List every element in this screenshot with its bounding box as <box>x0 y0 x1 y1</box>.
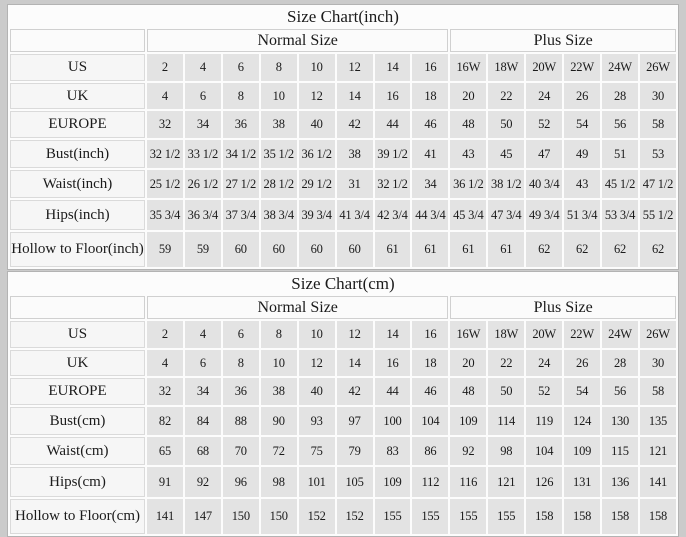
size-value-cell: 158 <box>602 499 638 534</box>
size-value-cell: 115 <box>602 437 638 465</box>
size-row <box>10 200 676 230</box>
size-value-cell: 36 1/2 <box>299 140 335 168</box>
size-value-cell: 60 <box>223 232 259 267</box>
size-value-cell: 12 <box>337 321 373 348</box>
row-label: Hollow to Floor(inch) <box>10 232 145 267</box>
size-value-cell: 34 <box>185 111 221 138</box>
size-value-cell: 6 <box>223 321 259 348</box>
size-value-cell: 62 <box>526 232 562 267</box>
row-label: Hips(cm) <box>10 467 145 497</box>
row-label: US <box>10 54 145 81</box>
size-value-cell: 38 1/2 <box>488 170 524 198</box>
size-value-cell: 93 <box>299 407 335 435</box>
size-value-cell: 6 <box>223 54 259 81</box>
size-value-cell: 25 1/2 <box>147 170 183 198</box>
size-value-cell: 8 <box>261 54 297 81</box>
size-value-cell: 44 3/4 <box>412 200 448 230</box>
size-value-cell: 50 <box>488 111 524 138</box>
size-value-cell: 46 <box>412 378 448 405</box>
row-label: EUROPE <box>10 111 145 138</box>
size-value-cell: 47 1/2 <box>640 170 676 198</box>
size-value-cell: 34 1/2 <box>223 140 259 168</box>
size-value-cell: 70 <box>223 437 259 465</box>
size-value-cell: 41 3/4 <box>337 200 373 230</box>
size-value-cell: 158 <box>640 499 676 534</box>
size-value-cell: 20 <box>450 350 486 376</box>
size-value-cell: 10 <box>261 83 297 109</box>
size-value-cell: 119 <box>526 407 562 435</box>
size-value-cell: 45 <box>488 140 524 168</box>
size-value-cell: 152 <box>337 499 373 534</box>
size-value-cell: 51 3/4 <box>564 200 600 230</box>
size-value-cell: 109 <box>375 467 411 497</box>
size-value-cell: 35 3/4 <box>147 200 183 230</box>
size-value-cell: 42 <box>337 111 373 138</box>
size-value-cell: 150 <box>261 499 297 534</box>
size-value-cell: 61 <box>488 232 524 267</box>
size-value-cell: 91 <box>147 467 183 497</box>
size-value-cell: 26 <box>564 350 600 376</box>
size-value-cell: 135 <box>640 407 676 435</box>
row-label: Waist(cm) <box>10 437 145 465</box>
size-value-cell: 55 1/2 <box>640 200 676 230</box>
size-value-cell: 38 <box>261 378 297 405</box>
size-value-cell: 48 <box>450 378 486 405</box>
size-value-cell: 105 <box>337 467 373 497</box>
size-value-cell: 121 <box>640 437 676 465</box>
row-label: Bust(cm) <box>10 407 145 435</box>
size-value-cell: 22 <box>488 83 524 109</box>
size-value-cell: 40 <box>299 111 335 138</box>
size-row <box>10 467 676 497</box>
table-title: Size Chart(cm) <box>291 274 395 293</box>
size-value-cell: 27 1/2 <box>223 170 259 198</box>
size-value-cell: 20 <box>450 83 486 109</box>
size-value-cell: 6 <box>185 83 221 109</box>
size-value-cell: 116 <box>450 467 486 497</box>
size-value-cell: 158 <box>564 499 600 534</box>
size-value-cell: 49 3/4 <box>526 200 562 230</box>
size-value-cell: 54 <box>564 378 600 405</box>
size-value-cell: 28 <box>602 350 638 376</box>
size-value-cell: 2 <box>147 321 183 348</box>
size-value-cell: 131 <box>564 467 600 497</box>
row-label: EUROPE <box>10 378 145 405</box>
size-value-cell: 37 3/4 <box>223 200 259 230</box>
size-value-cell: 92 <box>185 467 221 497</box>
size-value-cell: 45 1/2 <box>602 170 638 198</box>
size-value-cell: 6 <box>185 350 221 376</box>
size-value-cell: 4 <box>185 54 221 81</box>
size-value-cell: 96 <box>223 467 259 497</box>
size-value-cell: 155 <box>488 499 524 534</box>
size-value-cell: 109 <box>564 437 600 465</box>
size-value-cell: 36 3/4 <box>185 200 221 230</box>
size-value-cell: 141 <box>147 499 183 534</box>
size-value-cell: 8 <box>223 350 259 376</box>
size-value-cell: 158 <box>526 499 562 534</box>
size-value-cell: 48 <box>450 111 486 138</box>
size-value-cell: 38 <box>261 111 297 138</box>
size-value-cell: 14 <box>375 321 411 348</box>
size-value-cell: 62 <box>640 232 676 267</box>
size-value-cell: 38 3/4 <box>261 200 297 230</box>
table-title: Size Chart(inch) <box>287 7 399 26</box>
size-value-cell: 86 <box>412 437 448 465</box>
size-value-cell: 39 3/4 <box>299 200 335 230</box>
corner-cell <box>10 296 145 319</box>
size-value-cell: 49 <box>564 140 600 168</box>
size-value-cell: 31 <box>337 170 373 198</box>
row-label: Hips(inch) <box>10 200 145 230</box>
size-value-cell: 32 <box>147 111 183 138</box>
size-value-cell: 98 <box>261 467 297 497</box>
size-value-cell: 16 <box>375 83 411 109</box>
table-title-row <box>10 274 676 294</box>
size-value-cell: 30 <box>640 83 676 109</box>
size-value-cell: 72 <box>261 437 297 465</box>
size-value-cell: 32 1/2 <box>147 140 183 168</box>
size-value-cell: 18 <box>412 83 448 109</box>
size-value-cell: 50 <box>488 378 524 405</box>
size-value-cell: 59 <box>185 232 221 267</box>
size-value-cell: 147 <box>185 499 221 534</box>
size-value-cell: 36 <box>223 378 259 405</box>
size-value-cell: 20W <box>526 54 562 81</box>
size-value-cell: 65 <box>147 437 183 465</box>
size-row <box>10 350 676 376</box>
size-value-cell: 126 <box>526 467 562 497</box>
size-value-cell: 16 <box>412 54 448 81</box>
size-value-cell: 8 <box>223 83 259 109</box>
size-value-cell: 54 <box>564 111 600 138</box>
size-value-cell: 22W <box>564 321 600 348</box>
size-value-cell: 84 <box>185 407 221 435</box>
size-value-cell: 26W <box>640 321 676 348</box>
group-header-normal-size: Normal Size <box>147 296 448 319</box>
size-value-cell: 44 <box>375 378 411 405</box>
size-value-cell: 41 <box>412 140 448 168</box>
size-value-cell: 61 <box>450 232 486 267</box>
size-value-cell: 32 1/2 <box>375 170 411 198</box>
size-value-cell: 88 <box>223 407 259 435</box>
size-value-cell: 109 <box>450 407 486 435</box>
size-value-cell: 155 <box>412 499 448 534</box>
size-value-cell: 53 <box>640 140 676 168</box>
size-value-cell: 60 <box>299 232 335 267</box>
size-value-cell: 52 <box>526 111 562 138</box>
size-value-cell: 38 <box>337 140 373 168</box>
size-value-cell: 12 <box>337 54 373 81</box>
row-label: UK <box>10 83 145 109</box>
size-value-cell: 4 <box>185 321 221 348</box>
size-value-cell: 114 <box>488 407 524 435</box>
size-value-cell: 4 <box>147 83 183 109</box>
size-value-cell: 62 <box>602 232 638 267</box>
table-title-row <box>10 7 676 27</box>
group-header-normal-size: Normal Size <box>147 29 448 52</box>
size-value-cell: 16 <box>375 350 411 376</box>
group-header-plus-size: Plus Size <box>450 29 676 52</box>
size-group-header-row <box>10 29 676 52</box>
size-value-cell: 46 <box>412 111 448 138</box>
size-value-cell: 152 <box>299 499 335 534</box>
size-row <box>10 437 676 465</box>
row-label: Waist(inch) <box>10 170 145 198</box>
size-value-cell: 136 <box>602 467 638 497</box>
size-value-cell: 62 <box>564 232 600 267</box>
size-value-cell: 18 <box>412 350 448 376</box>
size-value-cell: 42 3/4 <box>375 200 411 230</box>
size-value-cell: 56 <box>602 111 638 138</box>
size-value-cell: 36 1/2 <box>450 170 486 198</box>
size-value-cell: 16W <box>450 321 486 348</box>
size-value-cell: 43 <box>564 170 600 198</box>
size-value-cell: 12 <box>299 350 335 376</box>
size-value-cell: 24 <box>526 350 562 376</box>
size-value-cell: 90 <box>261 407 297 435</box>
size-row <box>10 378 676 405</box>
size-value-cell: 43 <box>450 140 486 168</box>
size-value-cell: 47 <box>526 140 562 168</box>
row-label: Hollow to Floor(cm) <box>10 499 145 534</box>
size-value-cell: 28 1/2 <box>261 170 297 198</box>
size-value-cell: 155 <box>450 499 486 534</box>
size-value-cell: 97 <box>337 407 373 435</box>
size-value-cell: 24W <box>602 321 638 348</box>
size-value-cell: 10 <box>299 54 335 81</box>
size-value-cell: 68 <box>185 437 221 465</box>
size-value-cell: 40 <box>299 378 335 405</box>
size-value-cell: 22W <box>564 54 600 81</box>
size-value-cell: 98 <box>488 437 524 465</box>
size-value-cell: 16 <box>412 321 448 348</box>
size-value-cell: 29 1/2 <box>299 170 335 198</box>
size-value-cell: 150 <box>223 499 259 534</box>
size-value-cell: 14 <box>337 83 373 109</box>
size-row <box>10 170 676 198</box>
size-row <box>10 232 676 267</box>
size-value-cell: 61 <box>375 232 411 267</box>
size-chart-cm-table <box>7 271 679 537</box>
size-value-cell: 75 <box>299 437 335 465</box>
size-value-cell: 34 <box>185 378 221 405</box>
size-value-cell: 42 <box>337 378 373 405</box>
size-value-cell: 28 <box>602 83 638 109</box>
size-value-cell: 121 <box>488 467 524 497</box>
size-row <box>10 54 676 81</box>
size-value-cell: 61 <box>412 232 448 267</box>
size-value-cell: 45 3/4 <box>450 200 486 230</box>
size-row <box>10 83 676 109</box>
size-value-cell: 40 3/4 <box>526 170 562 198</box>
size-value-cell: 59 <box>147 232 183 267</box>
size-value-cell: 112 <box>412 467 448 497</box>
size-value-cell: 20W <box>526 321 562 348</box>
group-header-plus-size: Plus Size <box>450 296 676 319</box>
size-value-cell: 101 <box>299 467 335 497</box>
size-value-cell: 12 <box>299 83 335 109</box>
size-value-cell: 104 <box>526 437 562 465</box>
size-value-cell: 22 <box>488 350 524 376</box>
size-value-cell: 60 <box>337 232 373 267</box>
size-value-cell: 10 <box>299 321 335 348</box>
size-value-cell: 35 1/2 <box>261 140 297 168</box>
size-value-cell: 26 1/2 <box>185 170 221 198</box>
size-value-cell: 53 3/4 <box>602 200 638 230</box>
row-label: Bust(inch) <box>10 140 145 168</box>
size-chart-inch-table <box>7 4 679 270</box>
size-value-cell: 8 <box>261 321 297 348</box>
size-value-cell: 83 <box>375 437 411 465</box>
size-row <box>10 111 676 138</box>
size-value-cell: 16W <box>450 54 486 81</box>
size-row <box>10 321 676 348</box>
size-value-cell: 24 <box>526 83 562 109</box>
size-value-cell: 100 <box>375 407 411 435</box>
size-value-cell: 18W <box>488 321 524 348</box>
size-value-cell: 30 <box>640 350 676 376</box>
size-value-cell: 32 <box>147 378 183 405</box>
size-value-cell: 58 <box>640 111 676 138</box>
size-value-cell: 52 <box>526 378 562 405</box>
size-chart-cm-grid <box>8 272 678 536</box>
size-value-cell: 14 <box>337 350 373 376</box>
size-value-cell: 47 3/4 <box>488 200 524 230</box>
size-group-header-row <box>10 296 676 319</box>
size-value-cell: 33 1/2 <box>185 140 221 168</box>
size-value-cell: 26 <box>564 83 600 109</box>
size-value-cell: 18W <box>488 54 524 81</box>
size-row <box>10 140 676 168</box>
corner-cell <box>10 29 145 52</box>
row-label: UK <box>10 350 145 376</box>
size-value-cell: 124 <box>564 407 600 435</box>
size-value-cell: 92 <box>450 437 486 465</box>
size-row <box>10 499 676 534</box>
size-row <box>10 407 676 435</box>
size-value-cell: 58 <box>640 378 676 405</box>
size-value-cell: 4 <box>147 350 183 376</box>
size-value-cell: 104 <box>412 407 448 435</box>
size-value-cell: 60 <box>261 232 297 267</box>
size-value-cell: 44 <box>375 111 411 138</box>
size-value-cell: 10 <box>261 350 297 376</box>
size-value-cell: 56 <box>602 378 638 405</box>
size-value-cell: 79 <box>337 437 373 465</box>
size-value-cell: 155 <box>375 499 411 534</box>
size-value-cell: 26W <box>640 54 676 81</box>
size-chart-inch-grid <box>8 5 678 269</box>
size-value-cell: 14 <box>375 54 411 81</box>
size-value-cell: 141 <box>640 467 676 497</box>
row-label: US <box>10 321 145 348</box>
size-value-cell: 2 <box>147 54 183 81</box>
size-value-cell: 39 1/2 <box>375 140 411 168</box>
size-value-cell: 130 <box>602 407 638 435</box>
size-value-cell: 24W <box>602 54 638 81</box>
size-value-cell: 36 <box>223 111 259 138</box>
size-value-cell: 82 <box>147 407 183 435</box>
size-value-cell: 51 <box>602 140 638 168</box>
size-value-cell: 34 <box>412 170 448 198</box>
